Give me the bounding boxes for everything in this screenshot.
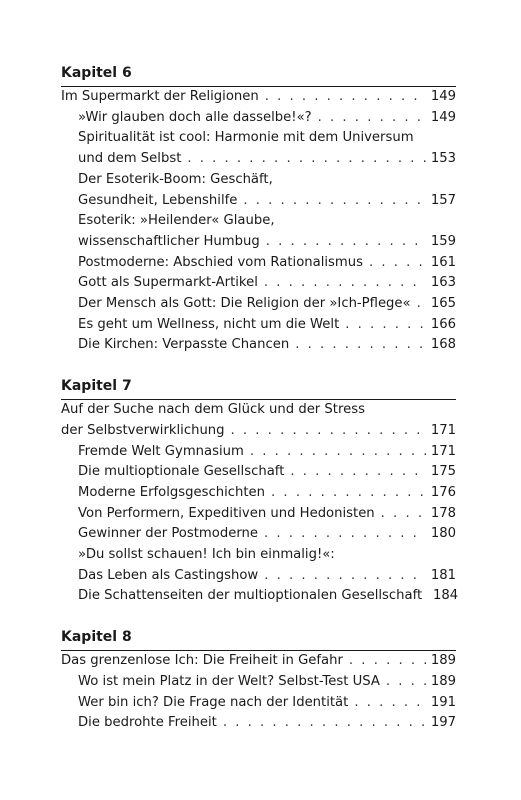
entry-line (78, 335, 456, 356)
dot-leader (223, 713, 426, 734)
dot-leader (264, 524, 426, 545)
toc-main-entry[interactable] (61, 400, 456, 441)
toc-sub-entry[interactable] (61, 128, 456, 169)
chapter-title: Kapitel 6 (61, 63, 456, 87)
toc-sub-entry[interactable] (61, 504, 456, 525)
chapter-title: Kapitel 7 (61, 376, 456, 400)
dot-leader (349, 651, 426, 672)
entry-title: Postmoderne: Abschied vom Rationalismus (78, 254, 363, 270)
toc-sub-entry[interactable] (61, 586, 459, 607)
entry-title: Der Mensch als Gott: Die Religion der »Ich-Pflege« (78, 296, 411, 312)
dot-leader (271, 483, 426, 504)
entry-title: Auf der Suche nach dem Glück und der Stress (61, 402, 365, 418)
entry-title: Die bedrohte Freiheit (78, 715, 217, 731)
page-number: 171 (430, 443, 456, 459)
dot-leader (386, 672, 426, 693)
page-number: 191 (430, 694, 456, 710)
entry-title: Die multioptionale Gesellschaft (78, 464, 285, 480)
entry-title: Von Performern, Expeditiven und Hedonisten (78, 505, 375, 521)
dot-leader (369, 253, 426, 274)
dot-leader (345, 315, 426, 336)
dot-leader (264, 273, 426, 294)
page-number: 163 (430, 275, 456, 291)
dot-leader (243, 191, 426, 212)
toc-sub-entry[interactable] (61, 693, 456, 714)
page-number: 166 (430, 316, 456, 332)
entry-line (61, 651, 456, 672)
toc-sub-entry[interactable] (61, 442, 456, 463)
entry-line (78, 149, 456, 170)
entry-title: Esoterik: »Heilender« Glaube, (78, 213, 275, 229)
entry-line (78, 253, 456, 274)
page-number: 197 (430, 715, 456, 731)
page-number: 178 (430, 505, 456, 521)
entry-line (61, 87, 456, 108)
chapter-section (61, 376, 459, 607)
toc-sub-entry[interactable] (61, 294, 456, 315)
entry-title: Gesundheit, Lebenshilfe (78, 192, 238, 208)
dot-leader (264, 566, 426, 587)
page-number: 149 (430, 109, 456, 125)
page-number: 180 (430, 526, 456, 542)
entry-line (78, 315, 456, 336)
entry-title: und dem Selbst (78, 151, 182, 167)
page-number: 149 (430, 89, 456, 104)
toc-sub-entry[interactable] (61, 335, 456, 356)
entry-line (78, 191, 456, 212)
entry-line (78, 483, 456, 504)
entry-line (78, 545, 456, 566)
page-number: 159 (430, 233, 456, 249)
page-number: 153 (430, 151, 456, 167)
entry-line (78, 586, 459, 607)
dot-leader (266, 232, 426, 253)
entry-line (78, 713, 456, 734)
entry-title: Das grenzenlose Ich: Die Freiheit in Gefahr (61, 653, 343, 669)
entry-line (61, 421, 456, 442)
page-number: 176 (430, 484, 456, 500)
entry-line (78, 232, 456, 253)
entry-line (78, 672, 456, 693)
entry-line (78, 504, 456, 525)
page-number: 157 (430, 192, 456, 208)
dot-leader (250, 442, 426, 463)
entry-title: Spiritualität ist cool: Harmonie mit dem Universum (78, 130, 414, 146)
entry-line (78, 170, 456, 191)
entry-title: Es geht um Wellness, nicht um die Welt (78, 316, 340, 332)
entry-title: Fremde Welt Gymnasium (78, 443, 244, 459)
toc-sub-entry[interactable] (61, 170, 456, 211)
entry-line (78, 211, 456, 232)
toc-sub-entry[interactable] (61, 211, 456, 252)
toc-sub-entry[interactable] (61, 253, 456, 274)
entry-line (61, 400, 456, 421)
dot-leader (231, 421, 426, 442)
page-number: 165 (430, 296, 456, 312)
dot-leader (295, 335, 426, 356)
entry-line (78, 108, 456, 129)
page-number: 189 (430, 673, 456, 689)
page-number: 161 (430, 254, 456, 270)
chapter-section (61, 627, 456, 734)
toc-sub-entry[interactable] (61, 545, 456, 586)
entry-line (78, 294, 456, 315)
page-number: 171 (430, 422, 456, 438)
page-number: 189 (430, 653, 456, 669)
dot-leader (381, 504, 426, 525)
entry-line (78, 442, 456, 463)
entry-title: der Selbstverwirklichung (61, 422, 225, 438)
entry-title: Im Supermarkt der Religionen (61, 89, 259, 104)
chapter-title: Kapitel 8 (61, 627, 456, 651)
toc-main-entry[interactable] (61, 651, 456, 672)
toc-sub-entry[interactable] (61, 672, 456, 693)
dot-leader (187, 149, 426, 170)
entry-title: Wer bin ich? Die Frage nach der Identität (78, 694, 349, 710)
chapter-section (61, 63, 456, 356)
entry-title: »Du sollst schauen! Ich bin einmalig!«: (78, 547, 335, 563)
entry-title: Gewinner der Postmoderne (78, 526, 258, 542)
entry-title: wissenschaftlicher Humbug (78, 233, 260, 249)
toc-sub-entry[interactable] (61, 462, 456, 483)
toc-main-entry[interactable] (61, 87, 456, 108)
toc-sub-entry[interactable] (61, 524, 456, 545)
dot-leader (354, 693, 426, 714)
toc-sub-entry[interactable] (61, 108, 456, 129)
entry-title: Gott als Supermarkt-Artikel (78, 275, 258, 291)
toc-sub-entry[interactable] (61, 315, 456, 336)
entry-line (78, 273, 456, 294)
entry-title: Die Schattenseiten der multioptionalen Gesellschaft (78, 588, 423, 604)
dot-leader (265, 87, 426, 108)
dot-leader (290, 462, 426, 483)
entry-line (78, 128, 456, 149)
dot-leader (318, 108, 426, 129)
entry-title: Der Esoterik-Boom: Geschäft, (78, 171, 273, 187)
table-of-contents (61, 63, 459, 754)
toc-sub-entry[interactable] (61, 273, 456, 294)
toc-sub-entry[interactable] (61, 483, 456, 504)
page-number: 181 (430, 567, 456, 583)
page-number: 184 (433, 588, 459, 604)
entry-line (78, 524, 456, 545)
entry-line (78, 566, 456, 587)
entry-title: Wo ist mein Platz in der Welt? Selbst-Test USA (78, 673, 380, 689)
entry-line (78, 462, 456, 483)
entry-title: Moderne Erfolgsgeschichten (78, 484, 266, 500)
toc-sub-entry[interactable] (61, 713, 456, 734)
entry-title: Die Kirchen: Verpasste Chancen (78, 337, 290, 353)
entry-line (78, 693, 456, 714)
dot-leader (417, 294, 426, 315)
page-number: 168 (430, 337, 456, 353)
page-number: 175 (430, 464, 456, 480)
entry-title: »Wir glauben doch alle dasselbe!«? (78, 109, 312, 125)
entry-title: Das Leben als Castingshow (78, 567, 259, 583)
